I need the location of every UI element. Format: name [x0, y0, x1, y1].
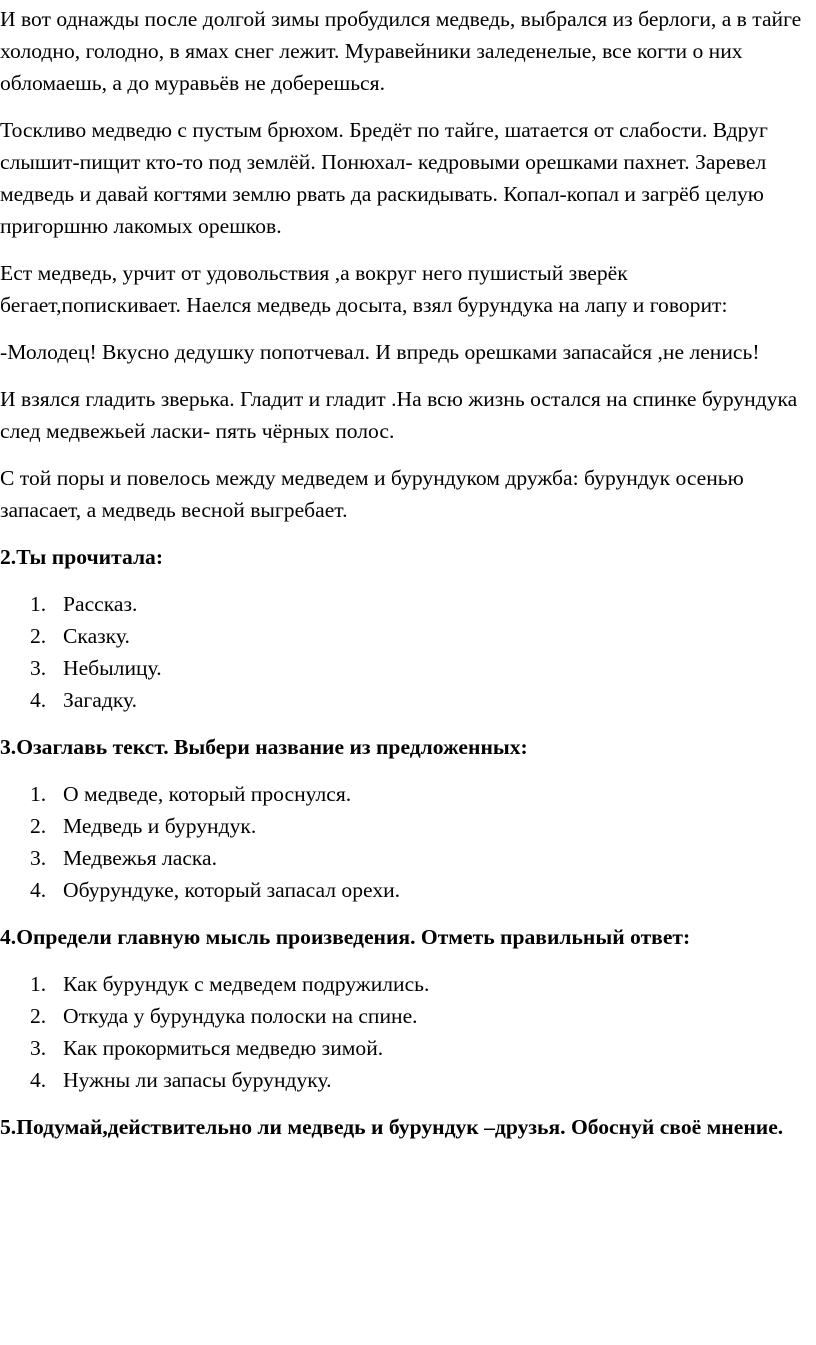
question-2-title: 2.Ты прочитала: — [0, 545, 164, 569]
option-text: Откуда у бурундука полоски на спине. — [63, 1004, 418, 1028]
question-3-option — [0, 778, 808, 810]
question-3-option — [0, 874, 808, 906]
option-text: О медведе, который проснулся. — [63, 782, 352, 806]
option-number: 4. — [30, 1068, 47, 1092]
story-paragraph-5: И взялся гладить зверька. Гладит и гладит .На всю жизнь остался на спинке бурундука след медвежьей ласки- пять чёрных полос. — [0, 387, 798, 443]
option-text: Медведь и бурундук. — [63, 814, 257, 838]
option-text: Сказку. — [63, 624, 130, 648]
story-paragraph-6: С той поры и повелось между медведем и бурундуком дружба: бурундук осенью запасает, а медведь весной выгребает. — [0, 466, 744, 522]
option-number: 4. — [30, 688, 47, 712]
question-2-option — [0, 684, 808, 716]
option-text: Обурундуке, который запасал орехи. — [63, 878, 401, 902]
story-paragraph-2: Тоскливо медведю с пустым брюхом. Бредёт по тайге, шатается от слабости. Вдруг слышит-пищит кто-то под землёй. Понюхал- кедровыми орешками пахнет. Заревел медведь и давай когтями землю рвать да раскидывать. Копал-копал и загрёб целую пригоршню лакомых орешков. — [0, 118, 768, 238]
option-number: 2. — [30, 1004, 47, 1028]
question-4-option — [0, 1032, 808, 1064]
story-paragraph-4: -Молодец! Вкусно дедушку попотчевал. И впредь орешками запасайся ,не ленись! — [0, 340, 760, 364]
option-number: 2. — [30, 624, 47, 648]
question-3-options — [0, 778, 808, 906]
option-text: Медвежья ласка. — [63, 846, 218, 870]
story-paragraph-3: Ест медведь, урчит от удовольствия ,а вокруг него пушистый зверёк бегает,попискивает. Наелся медведь досыта, взял бурундука на лапу и говорит: — [0, 261, 728, 317]
option-number: 1. — [30, 782, 47, 806]
option-text: Небылицу. — [63, 656, 162, 680]
question-4-title: 4.Определи главную мысль произведения. Отметь правильный ответ: — [0, 925, 691, 949]
question-4-option — [0, 1064, 808, 1096]
option-number: 3. — [30, 846, 47, 870]
question-2-option — [0, 652, 808, 684]
question-3-option — [0, 810, 808, 842]
option-number: 2. — [30, 814, 47, 838]
question-5-title: 5.Подумай,действительно ли медведь и бурундук –друзья. Обоснуй своё мнение. — [0, 1115, 784, 1139]
option-number: 3. — [30, 656, 47, 680]
option-number: 4. — [30, 878, 47, 902]
question-4-option — [0, 1000, 808, 1032]
option-text: Загадку. — [63, 688, 138, 712]
question-4-option — [0, 968, 808, 1000]
option-number: 3. — [30, 1036, 47, 1060]
option-number: 1. — [30, 592, 47, 616]
question-2-option — [0, 588, 808, 620]
question-3-option — [0, 842, 808, 874]
option-number: 1. — [30, 972, 47, 996]
question-2-options — [0, 588, 808, 716]
option-text: Нужны ли запасы бурундуку. — [63, 1068, 332, 1092]
question-2-option — [0, 620, 808, 652]
question-3-title: 3.Озаглавь текст. Выбери название из предложенных: — [0, 735, 528, 759]
option-text: Как бурундук с медведем подружились. — [63, 972, 430, 996]
option-text: Как прокормиться медведю зимой. — [63, 1036, 384, 1060]
story-paragraph-1: И вот однажды после долгой зимы пробудился медведь, выбрался из берлоги, а в тайге холодно, голодно, в ямах снег лежит. Муравейники заледенелые, все когти о них обломаешь, а до муравьёв не доберешься. — [0, 7, 802, 95]
question-4-options — [0, 968, 808, 1096]
option-text: Рассказ. — [63, 592, 138, 616]
